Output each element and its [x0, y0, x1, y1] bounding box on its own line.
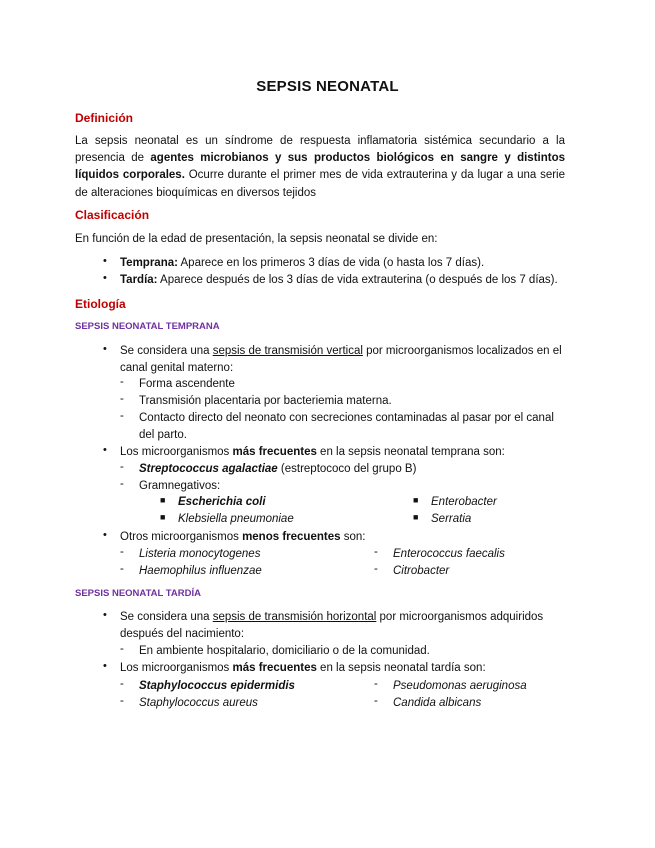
- transmision-horizontal: sepsis de transmisión horizontal: [212, 611, 377, 623]
- temprana-dash-2: Transmisión placentaria por bacteriemia materna.: [139, 395, 392, 407]
- tardia-label: Tardía:: [120, 274, 158, 286]
- dash-icon: -: [120, 393, 124, 405]
- document-title: SEPSIS NEONATAL: [256, 78, 399, 95]
- clasificacion-intro: En función de la edad de presentación, la sepsis neonatal se divide en:: [75, 233, 438, 245]
- gram-item-serratia: Serratia: [431, 513, 472, 525]
- dash-icon: -: [120, 695, 124, 707]
- temprana-dash-1: Forma ascendente: [139, 378, 235, 390]
- temprana-b2-pre: Los microorganismos: [120, 446, 233, 458]
- epidermidis-label: Staphylococcus epidermidis: [139, 680, 295, 692]
- temprana-b2-post: en la sepsis neonatal temprana son:: [316, 446, 505, 458]
- menos-item-citrobacter: Citrobacter: [393, 565, 450, 577]
- bullet-icon: •: [103, 255, 107, 267]
- bullet-icon: •: [103, 609, 107, 621]
- tardia-item-aureus: Staphylococcus aureus: [139, 697, 258, 709]
- tardia-bullet-1-line2: después del nacimiento:: [120, 628, 245, 640]
- heading-sepsis-temprana: SEPSIS NEONATAL TEMPRANA: [75, 321, 220, 332]
- menos-item-enterococcus: Enterococcus faecalis: [393, 548, 505, 560]
- temprana-text: Aparece en los primeros 3 días de vida (o hasta los 7 días).: [177, 257, 485, 269]
- dash-icon: -: [120, 410, 124, 422]
- menos-item-haemophilus: Haemophilus influenzae: [139, 565, 262, 577]
- heading-etiologia: Etiología: [75, 297, 126, 311]
- bullet-icon: •: [103, 343, 107, 355]
- dash-icon: -: [374, 546, 378, 558]
- tardia-text: Aparece después de los 3 días de vida extrauterina (o después de los 7 días).: [157, 274, 558, 286]
- tardia-bullet-2: [120, 660, 486, 676]
- square-bullet-icon: ■: [160, 495, 166, 505]
- menos-item-listeria: Listeria monocytogenes: [139, 548, 261, 560]
- dash-icon: -: [374, 563, 378, 575]
- tardia-b2-bold: más frecuentes: [232, 662, 317, 674]
- temprana-b1-pre: Se considera una: [120, 345, 213, 357]
- clasificacion-item-tardia: [120, 272, 558, 288]
- definicion-text-2: Ocurre durante el primer mes de vida extrauterina y da lugar a una serie de alteraciones bioquímicas en diversos tejidos: [75, 169, 565, 199]
- square-bullet-icon: ■: [413, 495, 419, 505]
- transmision-vertical: sepsis de transmisión vertical: [212, 345, 363, 357]
- ecoli-label: Escherichia coli: [178, 496, 266, 508]
- clasificacion-item-temprana: [120, 255, 484, 271]
- dash-icon: -: [120, 376, 124, 388]
- dash-icon: -: [120, 678, 124, 690]
- temprana-gram: Gramnegativos:: [139, 480, 221, 492]
- tardia-dash-1: En ambiente hospitalario, domiciliario o de la comunidad.: [139, 645, 430, 657]
- gram-item-ecoli: [178, 494, 266, 510]
- bullet-icon: •: [103, 660, 107, 672]
- tardia-bullet-1: [120, 609, 565, 625]
- dash-icon: -: [374, 678, 378, 690]
- dash-icon: -: [120, 643, 124, 655]
- temprana-b3-post: son:: [340, 531, 366, 543]
- temprana-b3-pre: Otros microorganismos: [120, 531, 243, 543]
- heading-definicion: Definición: [75, 111, 134, 125]
- temprana-bullet-3: [120, 529, 365, 545]
- definicion-text-1: La sepsis neonatal es un síndrome de respuesta inflamatoria sistémica secundario a la presencia de: [75, 135, 565, 165]
- gram-item-klebsiella: Klebsiella pneumoniae: [178, 513, 294, 525]
- dash-icon: -: [120, 546, 124, 558]
- temprana-b2-bold: más frecuentes: [232, 446, 317, 458]
- tardia-b2-post: en la sepsis neonatal tardía son:: [316, 662, 486, 674]
- bullet-icon: •: [103, 529, 107, 541]
- strep-rest: (estreptococo del grupo B): [277, 463, 417, 475]
- temprana-b1-post: por microorganismos localizados en el: [362, 345, 562, 357]
- tardia-b2-pre: Los microorganismos: [120, 662, 233, 674]
- temprana-bullet-1-line2: canal genital materno:: [120, 362, 234, 374]
- strep-name: Streptococcus agalactiae: [139, 463, 278, 475]
- tardia-item-epidermidis: [139, 678, 295, 694]
- square-bullet-icon: ■: [160, 512, 166, 522]
- dash-icon: -: [374, 695, 378, 707]
- heading-clasificacion: Clasificación: [75, 208, 150, 222]
- temprana-dash-3-line2: del parto.: [139, 429, 187, 441]
- dash-icon: -: [120, 478, 124, 490]
- definicion-text-bold: agentes microbianos y sus productos biológicos en sangre y distintos líquidos corporales.: [75, 152, 565, 182]
- definicion-paragraph: [75, 133, 565, 202]
- temprana-bullet-1: [120, 343, 562, 359]
- bullet-icon: •: [103, 272, 107, 284]
- temprana-label: Temprana:: [120, 257, 178, 269]
- gram-item-enterobacter: Enterobacter: [431, 496, 497, 508]
- temprana-strep: [139, 461, 416, 477]
- dash-icon: -: [120, 461, 124, 473]
- square-bullet-icon: ■: [413, 512, 419, 522]
- dash-icon: -: [120, 563, 124, 575]
- bullet-icon: •: [103, 444, 107, 456]
- tardia-b1-pre: Se considera una: [120, 611, 213, 623]
- temprana-bullet-2: [120, 444, 505, 460]
- temprana-dash-3: Contacto directo del neonato con secreciones contaminadas al pasar por el canal: [139, 412, 554, 424]
- tardia-item-pseudomonas: Pseudomonas aeruginosa: [393, 680, 527, 692]
- temprana-b3-bold: menos frecuentes: [242, 531, 341, 543]
- heading-sepsis-tardia: SEPSIS NEONATAL TARDÍA: [75, 588, 201, 599]
- tardia-b1-post: por microorganismos adquiridos: [376, 611, 544, 623]
- tardia-item-candida: Candida albicans: [393, 697, 482, 709]
